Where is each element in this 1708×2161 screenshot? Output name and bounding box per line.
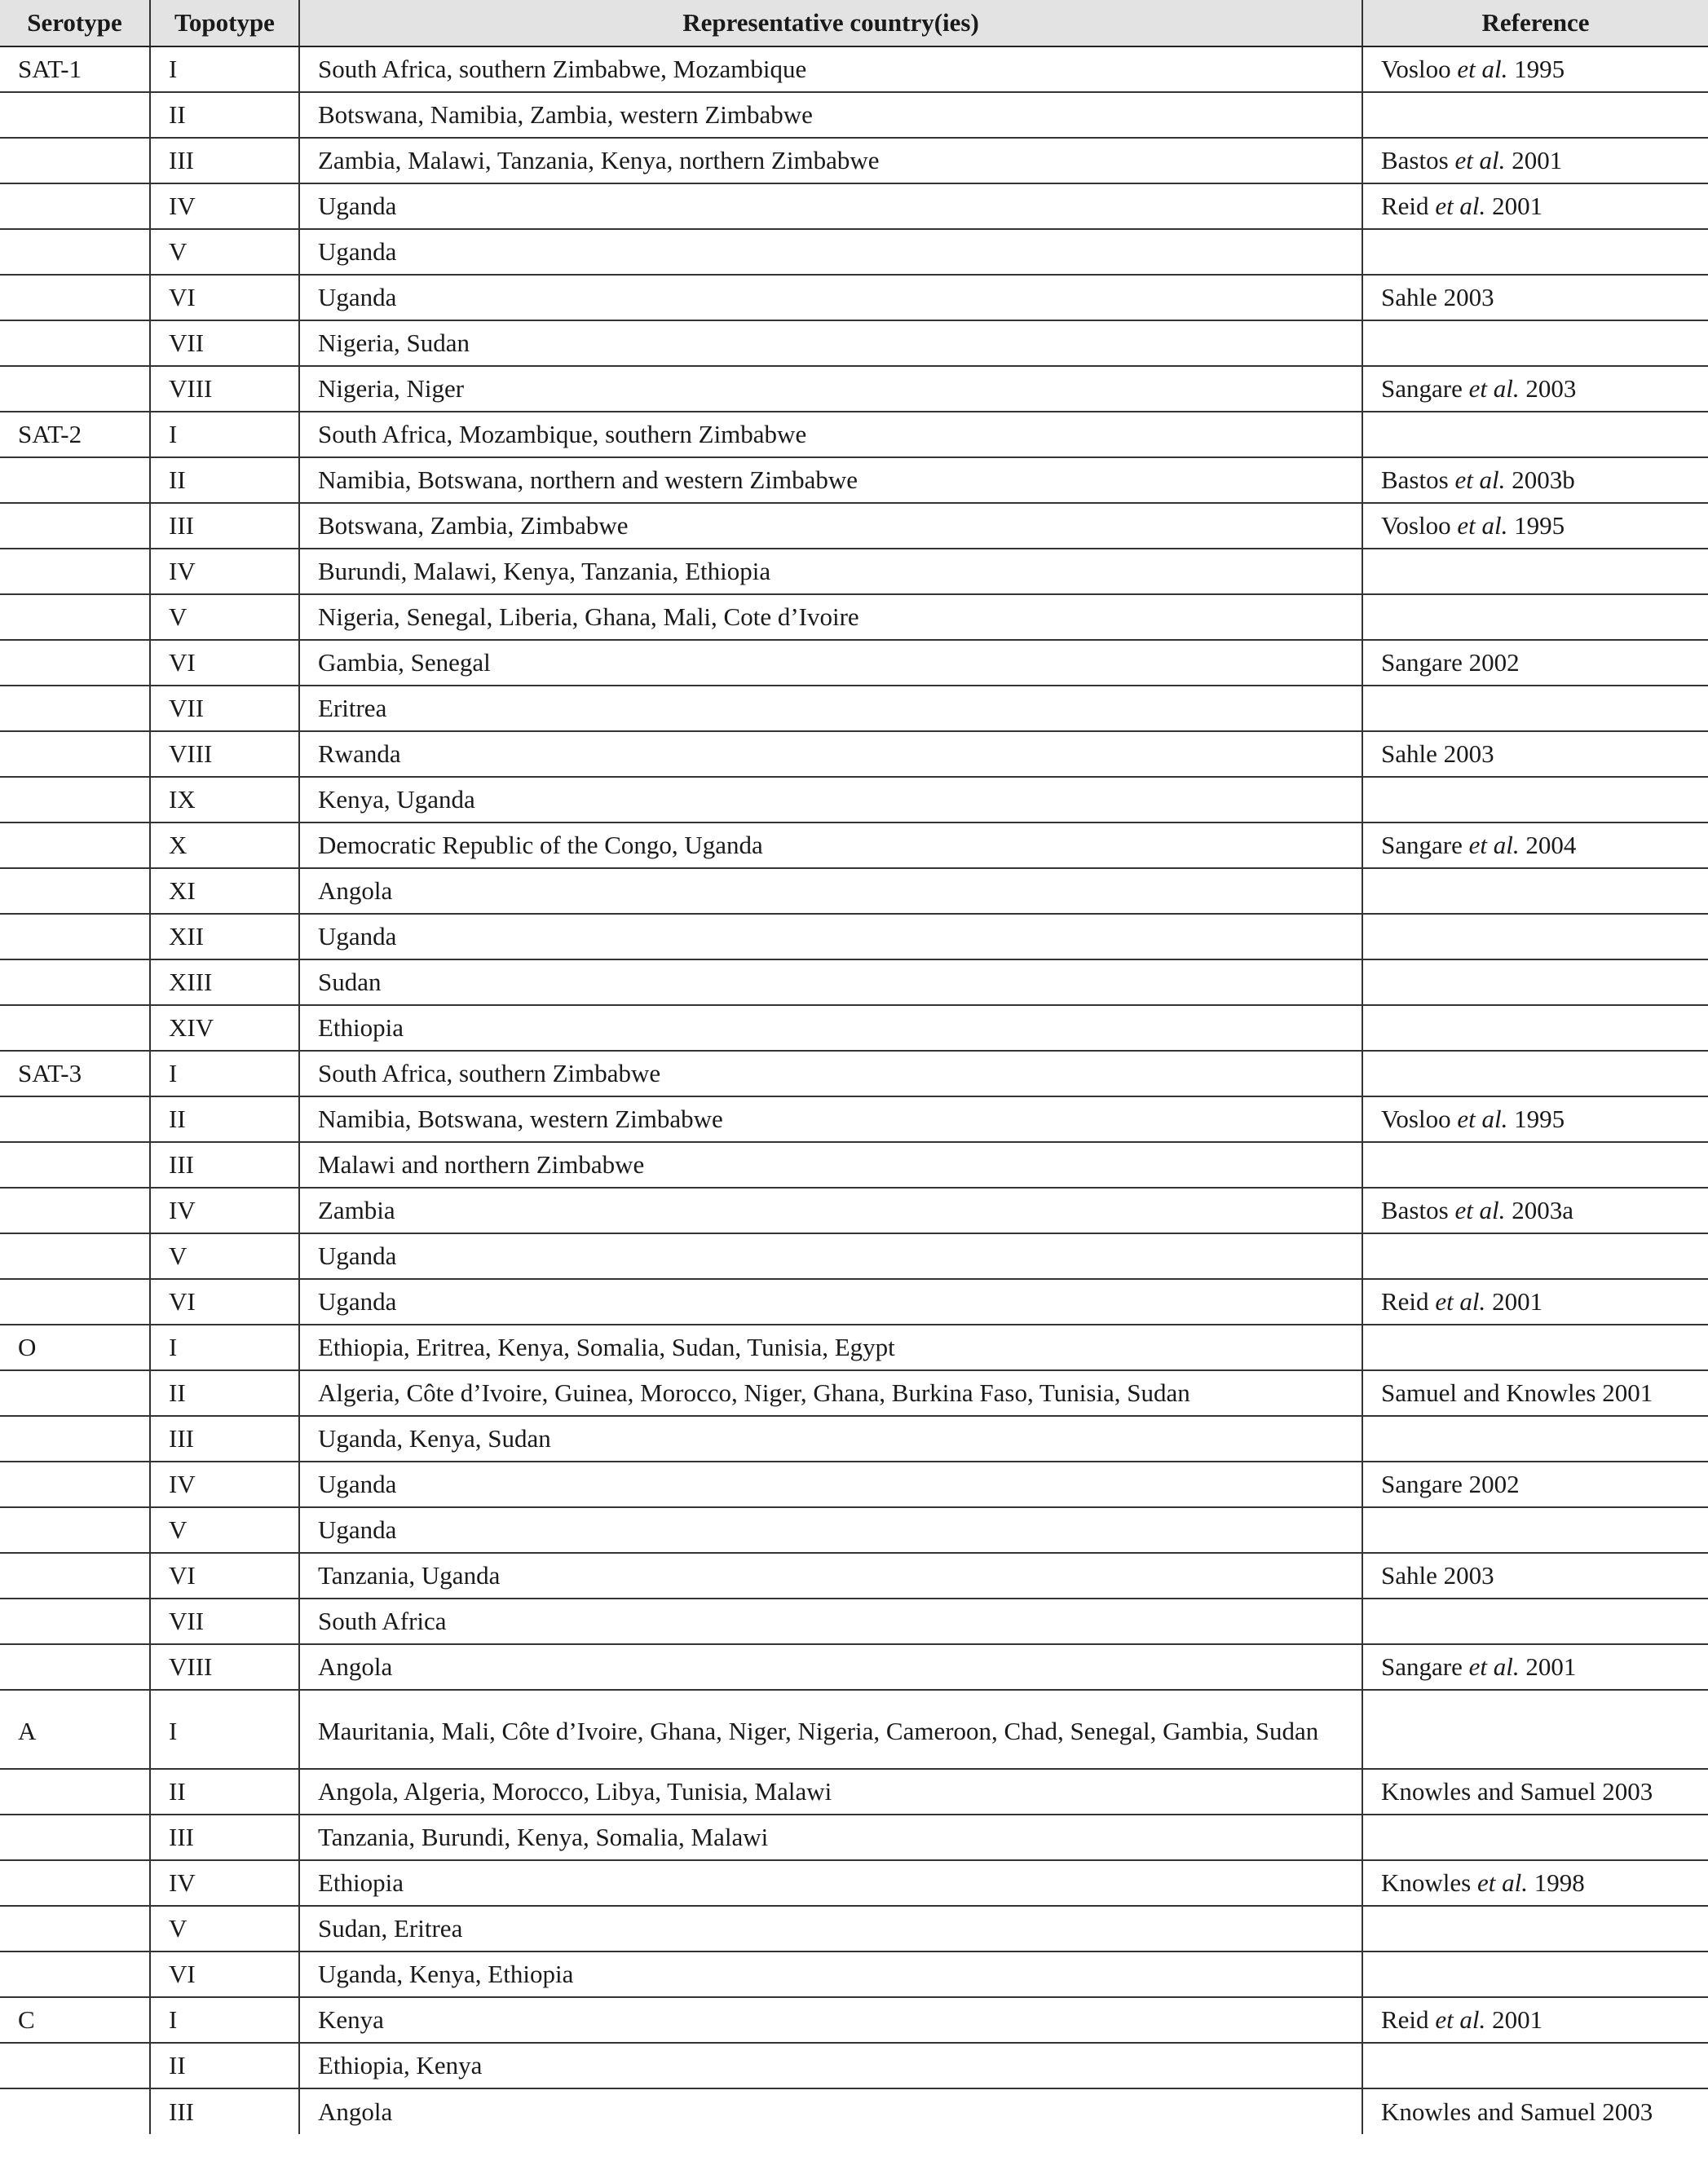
countries-cell: Zambia (299, 1188, 1362, 1233)
topotype-cell: XIV (150, 1005, 299, 1051)
countries-cell: Mauritania, Mali, Côte d’Ivoire, Ghana, Niger, Nigeria, Cameroon, Chad, Senegal, Gambia, Sudan (299, 1690, 1362, 1769)
reference-cell (1362, 1860, 1708, 1906)
reference-cell (1362, 1599, 1708, 1644)
table-row (0, 1188, 1708, 1233)
topotype-cell: II (150, 457, 299, 503)
topotype-cell: IV (150, 549, 299, 594)
serotype-cell (0, 503, 150, 549)
countries-cell: Angola, Algeria, Morocco, Libya, Tunisia, Malawi (299, 1769, 1362, 1815)
reference-cell (1362, 320, 1708, 366)
table-row (0, 594, 1708, 640)
countries-cell: Uganda (299, 1233, 1362, 1279)
reference-author: Knowles and Samuel 2003 (1381, 1777, 1653, 1806)
serotype-cell (0, 457, 150, 503)
serotype-cell (0, 320, 150, 366)
reference-cell (1362, 1553, 1708, 1599)
header-topotype: Topotype (150, 0, 299, 46)
topotype-cell: IV (150, 1188, 299, 1233)
reference-cell (1362, 1188, 1708, 1233)
serotype-cell (0, 1005, 150, 1051)
reference-cell (1362, 1815, 1708, 1860)
table-row (0, 1997, 1708, 2043)
serotype-cell (0, 366, 150, 412)
table-row (0, 457, 1708, 503)
reference-cell (1362, 640, 1708, 686)
reference-author: Sangare (1381, 374, 1469, 403)
reference-cell (1362, 1096, 1708, 1142)
countries-cell: Namibia, Botswana, western Zimbabwe (299, 1096, 1362, 1142)
topotype-cell: I (150, 1690, 299, 1769)
topotype-cell: XIII (150, 959, 299, 1005)
topotype-cell: V (150, 1233, 299, 1279)
table-row (0, 1599, 1708, 1644)
header-serotype: Serotype (0, 0, 150, 46)
serotype-cell (0, 959, 150, 1005)
reference-cell (1362, 1005, 1708, 1051)
serotype-cell (0, 229, 150, 275)
serotype-cell: SAT-1 (18, 55, 82, 83)
serotype-cell (0, 2088, 150, 2134)
reference-cell (1362, 275, 1708, 320)
table-row (0, 138, 1708, 183)
reference-cell (1362, 2043, 1708, 2088)
reference-et-al: et al. (1454, 146, 1506, 174)
table-row (0, 1690, 1708, 1769)
countries-cell: Uganda (299, 229, 1362, 275)
table-row (0, 92, 1708, 138)
reference-author: Sangare 2002 (1381, 1470, 1520, 1498)
table-row (0, 777, 1708, 823)
reference-et-al: et al. (1435, 192, 1486, 220)
reference-et-al: et al. (1468, 1652, 1520, 1681)
table-row (0, 1952, 1708, 1997)
countries-cell: Uganda (299, 1462, 1362, 1507)
topotype-cell: I (150, 1051, 299, 1096)
reference-year: 2001 (1505, 146, 1563, 174)
reference-author: Sahle 2003 (1381, 739, 1494, 768)
serotype-cell (0, 1462, 150, 1507)
reference-year: 1995 (1507, 55, 1565, 83)
reference-et-al: et al. (1476, 1868, 1528, 1897)
reference-cell (1362, 457, 1708, 503)
topotype-cell: I (150, 46, 299, 92)
serotype-cell (0, 2043, 150, 2088)
table-row (0, 1416, 1708, 1462)
serotype-cell (0, 1644, 150, 1690)
serotype-cell (0, 1096, 150, 1142)
table-row (0, 1644, 1708, 1690)
reference-year: 1995 (1507, 511, 1565, 540)
table-row (0, 1096, 1708, 1142)
reference-cell (1362, 92, 1708, 138)
reference-cell (1362, 1769, 1708, 1815)
table-row (0, 640, 1708, 686)
countries-cell: Botswana, Zambia, Zimbabwe (299, 503, 1362, 549)
reference-author: Bastos (1381, 146, 1455, 174)
topotype-cell: VI (150, 1952, 299, 1997)
reference-cell (1362, 1644, 1708, 1690)
reference-author: Bastos (1381, 1196, 1455, 1224)
topotype-cell: III (150, 503, 299, 549)
countries-cell: Uganda (299, 183, 1362, 229)
topotype-cell: VI (150, 1279, 299, 1325)
countries-cell: Ethiopia, Kenya (299, 2043, 1362, 2088)
reference-et-al: et al. (1454, 465, 1506, 494)
serotype-cell (0, 1952, 150, 1997)
reference-cell (1362, 823, 1708, 868)
topotype-cell: I (150, 1997, 299, 2043)
countries-cell: South Africa, southern Zimbabwe, Mozambique (299, 46, 1362, 92)
reference-author: Vosloo (1381, 1105, 1458, 1133)
topotype-cell: III (150, 2088, 299, 2134)
serotype-cell (0, 1906, 150, 1952)
reference-author: Reid (1381, 1287, 1436, 1316)
reference-cell (1362, 366, 1708, 412)
table-row (0, 1553, 1708, 1599)
serotype-cell (0, 1860, 150, 1906)
table-row (0, 1507, 1708, 1553)
table-row (0, 1860, 1708, 1906)
table-row (0, 1769, 1708, 1815)
table-row (0, 1462, 1708, 1507)
reference-cell (1362, 914, 1708, 959)
serotype-cell (0, 823, 150, 868)
topotype-cell: VI (150, 640, 299, 686)
reference-year: 1995 (1507, 1105, 1565, 1133)
topotype-cell: II (150, 1370, 299, 1416)
reference-cell (1362, 1279, 1708, 1325)
reference-cell (1362, 2088, 1708, 2134)
table-row (0, 959, 1708, 1005)
serotype-cell (0, 1233, 150, 1279)
countries-cell: Uganda (299, 275, 1362, 320)
serotype-cell (0, 275, 150, 320)
reference-year: 2003a (1505, 1196, 1573, 1224)
reference-cell (1362, 549, 1708, 594)
table-row (0, 412, 1708, 457)
countries-cell: Ethiopia, Eritrea, Kenya, Somalia, Sudan, Tunisia, Egypt (299, 1325, 1362, 1370)
topotype-cell: VII (150, 686, 299, 731)
header-row (0, 0, 1708, 46)
reference-author: Sahle 2003 (1381, 1561, 1494, 1590)
table-row (0, 2088, 1708, 2134)
topotype-cell: XI (150, 868, 299, 914)
reference-et-al: et al. (1454, 1196, 1506, 1224)
countries-cell: Ethiopia (299, 1860, 1362, 1906)
topotype-cell: IV (150, 1860, 299, 1906)
table-row (0, 229, 1708, 275)
topotype-cell: X (150, 823, 299, 868)
countries-cell: Zambia, Malawi, Tanzania, Kenya, northern Zimbabwe (299, 138, 1362, 183)
serotype-cell (0, 1188, 150, 1233)
serotype-cell: O (18, 1333, 37, 1361)
serotype-cell (0, 594, 150, 640)
serotype-cell (0, 1815, 150, 1860)
topotype-cell: II (150, 2043, 299, 2088)
countries-cell: Botswana, Namibia, Zambia, western Zimbabwe (299, 92, 1362, 138)
reference-author: Vosloo (1381, 55, 1458, 83)
topotype-cell: III (150, 1416, 299, 1462)
countries-cell: Rwanda (299, 731, 1362, 777)
table-row (0, 1005, 1708, 1051)
topotype-cell: III (150, 1815, 299, 1860)
reference-et-al: et al. (1468, 831, 1520, 859)
reference-cell (1362, 777, 1708, 823)
serotype-cell (0, 686, 150, 731)
table-row (0, 1325, 1708, 1370)
countries-cell: Ethiopia (299, 1005, 1362, 1051)
reference-author: Knowles (1381, 1868, 1477, 1897)
countries-cell: Angola (299, 2088, 1362, 2134)
table-row (0, 320, 1708, 366)
serotype-cell: SAT-3 (18, 1059, 82, 1087)
countries-cell: Sudan (299, 959, 1362, 1005)
serotype-cell: A (18, 1717, 37, 1745)
serotype-cell (0, 1370, 150, 1416)
table-row (0, 914, 1708, 959)
topotype-cell: V (150, 229, 299, 275)
reference-cell (1362, 1325, 1708, 1370)
serotype-cell (0, 1769, 150, 1815)
countries-cell: South Africa, southern Zimbabwe (299, 1051, 1362, 1096)
reference-cell (1362, 1142, 1708, 1188)
reference-author: Knowles and Samuel 2003 (1381, 2097, 1653, 2126)
serotype-cell (0, 138, 150, 183)
countries-cell: Gambia, Senegal (299, 640, 1362, 686)
countries-cell: Tanzania, Uganda (299, 1553, 1362, 1599)
reference-cell (1362, 686, 1708, 731)
topotype-cell: I (150, 1325, 299, 1370)
table-row (0, 503, 1708, 549)
reference-author: Reid (1381, 192, 1436, 220)
table-row (0, 868, 1708, 914)
topotype-cell: II (150, 92, 299, 138)
serotype-cell (0, 1599, 150, 1644)
reference-cell (1362, 138, 1708, 183)
header-countries: Representative country(ies) (299, 0, 1362, 46)
table-row (0, 1906, 1708, 1952)
header-reference: Reference (1362, 0, 1708, 46)
table-row (0, 275, 1708, 320)
countries-cell: Uganda, Kenya, Sudan (299, 1416, 1362, 1462)
reference-author: Sangare (1381, 1652, 1469, 1681)
reference-et-al: et al. (1468, 374, 1520, 403)
topotype-cell: VII (150, 320, 299, 366)
reference-cell (1362, 1051, 1708, 1096)
countries-cell: Kenya (299, 1997, 1362, 2043)
serotype-cell (0, 549, 150, 594)
countries-cell: Angola (299, 868, 1362, 914)
serotype-cell: C (18, 2005, 35, 2034)
countries-cell: Uganda, Kenya, Ethiopia (299, 1952, 1362, 1997)
serotype-cell (0, 777, 150, 823)
reference-et-al: et al. (1435, 2005, 1486, 2034)
table-row (0, 823, 1708, 868)
topotype-cell: III (150, 138, 299, 183)
table-row (0, 366, 1708, 412)
countries-cell: South Africa (299, 1599, 1362, 1644)
table-row (0, 1279, 1708, 1325)
reference-cell (1362, 868, 1708, 914)
table-row (0, 1233, 1708, 1279)
reference-cell (1362, 959, 1708, 1005)
countries-cell: Nigeria, Sudan (299, 320, 1362, 366)
serotype-cell (0, 1279, 150, 1325)
reference-cell (1362, 594, 1708, 640)
topotype-cell: II (150, 1769, 299, 1815)
serotype-cell: SAT-2 (18, 420, 82, 448)
reference-year: 2001 (1485, 1287, 1543, 1316)
reference-et-al: et al. (1457, 511, 1508, 540)
reference-cell (1362, 1997, 1708, 2043)
topotype-cell: V (150, 1507, 299, 1553)
serotype-cell (0, 640, 150, 686)
countries-cell: Eritrea (299, 686, 1362, 731)
table-row (0, 1051, 1708, 1096)
serotype-cell (0, 183, 150, 229)
table-row (0, 1142, 1708, 1188)
topotype-cell: V (150, 594, 299, 640)
serotype-cell (0, 1507, 150, 1553)
countries-cell: Uganda (299, 914, 1362, 959)
reference-cell (1362, 503, 1708, 549)
topotype-cell: VII (150, 1599, 299, 1644)
reference-author: Sangare 2002 (1381, 648, 1520, 677)
reference-year: 2004 (1519, 831, 1577, 859)
countries-cell: Nigeria, Niger (299, 366, 1362, 412)
reference-year: 2003 (1519, 374, 1577, 403)
countries-cell: Kenya, Uganda (299, 777, 1362, 823)
countries-cell: Democratic Republic of the Congo, Uganda (299, 823, 1362, 868)
topotype-cell: XII (150, 914, 299, 959)
topotype-cell: VIII (150, 366, 299, 412)
topotype-cell: V (150, 1906, 299, 1952)
serotype-cell (0, 1142, 150, 1188)
reference-cell (1362, 183, 1708, 229)
serotype-cell (0, 1553, 150, 1599)
reference-author: Sahle 2003 (1381, 283, 1494, 311)
serotype-cell (0, 92, 150, 138)
table-row (0, 2043, 1708, 2088)
reference-cell (1362, 1462, 1708, 1507)
countries-cell: South Africa, Mozambique, southern Zimbabwe (299, 412, 1362, 457)
serotype-cell (0, 1416, 150, 1462)
countries-cell: Tanzania, Burundi, Kenya, Somalia, Malawi (299, 1815, 1362, 1860)
reference-author: Vosloo (1381, 511, 1458, 540)
reference-et-al: et al. (1457, 55, 1508, 83)
reference-cell (1362, 1416, 1708, 1462)
countries-cell: Algeria, Côte d’Ivoire, Guinea, Morocco, Niger, Ghana, Burkina Faso, Tunisia, Sudan (299, 1370, 1362, 1416)
topotype-cell: VIII (150, 731, 299, 777)
table-row (0, 731, 1708, 777)
reference-author: Samuel and Knowles 2001 (1381, 1378, 1653, 1407)
table-row (0, 183, 1708, 229)
countries-cell: Nigeria, Senegal, Liberia, Ghana, Mali, Cote d’Ivoire (299, 594, 1362, 640)
reference-cell (1362, 229, 1708, 275)
reference-year: 2001 (1485, 2005, 1543, 2034)
reference-cell (1362, 1233, 1708, 1279)
reference-cell (1362, 46, 1708, 92)
table-row (0, 1815, 1708, 1860)
reference-cell (1362, 412, 1708, 457)
reference-et-al: et al. (1457, 1105, 1508, 1133)
reference-author: Bastos (1381, 465, 1455, 494)
topotype-cell: VI (150, 1553, 299, 1599)
countries-cell: Malawi and northern Zimbabwe (299, 1142, 1362, 1188)
countries-cell: Namibia, Botswana, northern and western Zimbabwe (299, 457, 1362, 503)
countries-cell: Angola (299, 1644, 1362, 1690)
serotype-cell (0, 731, 150, 777)
countries-cell: Burundi, Malawi, Kenya, Tanzania, Ethiopia (299, 549, 1362, 594)
topotype-cell: IX (150, 777, 299, 823)
reference-cell (1362, 1952, 1708, 1997)
reference-year: 2001 (1485, 192, 1543, 220)
topotype-cell: III (150, 1142, 299, 1188)
reference-author: Reid (1381, 2005, 1436, 2034)
reference-cell (1362, 1690, 1708, 1769)
reference-year: 1998 (1527, 1868, 1585, 1897)
reference-author: Sangare (1381, 831, 1469, 859)
reference-cell (1362, 731, 1708, 777)
topotype-cell: VI (150, 275, 299, 320)
countries-cell: Uganda (299, 1279, 1362, 1325)
reference-et-al: et al. (1435, 1287, 1486, 1316)
topotype-cell: IV (150, 183, 299, 229)
reference-cell (1362, 1507, 1708, 1553)
topotype-cell: VIII (150, 1644, 299, 1690)
topotype-cell: IV (150, 1462, 299, 1507)
table-row (0, 686, 1708, 731)
topotype-cell: I (150, 412, 299, 457)
table-body (0, 46, 1708, 2134)
countries-cell: Sudan, Eritrea (299, 1906, 1362, 1952)
reference-year: 2003b (1505, 465, 1575, 494)
table-row (0, 46, 1708, 92)
table-row (0, 549, 1708, 594)
serotype-cell (0, 868, 150, 914)
topotype-cell: II (150, 1096, 299, 1142)
countries-cell: Uganda (299, 1507, 1362, 1553)
reference-cell (1362, 1906, 1708, 1952)
table-header (0, 0, 1708, 46)
table-row (0, 1370, 1708, 1416)
reference-year: 2001 (1519, 1652, 1577, 1681)
reference-cell (1362, 1370, 1708, 1416)
serotype-cell (0, 914, 150, 959)
